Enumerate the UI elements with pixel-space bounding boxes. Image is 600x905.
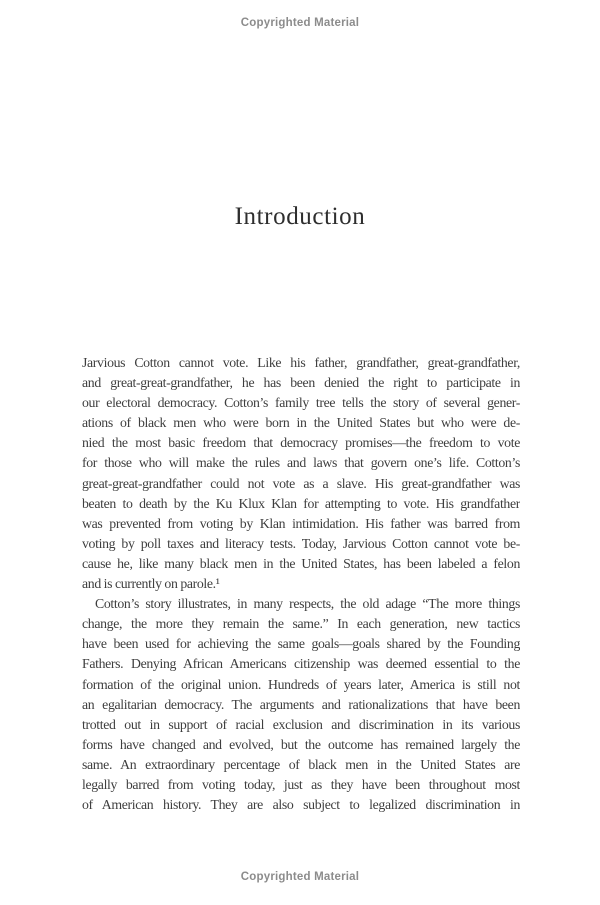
body-line: ations of black men who were born in the United States but who were de- xyxy=(82,415,520,431)
body-line: an egalitarian democracy. The arguments and rationalizations that have been xyxy=(82,696,520,712)
body-line: nied the most basic freedom that democracy promises—the freedom to vote xyxy=(82,435,520,451)
copyright-watermark-bottom: Copyrighted Material xyxy=(240,871,360,883)
body-line: have been used for achieving the same goals—goals shared by the Founding xyxy=(82,636,520,652)
body-line: change, the more they remain the same.” In each generation, new tactics xyxy=(82,616,520,632)
body-line: great-great-grandfather could not vote as a slave. His great-grandfather was xyxy=(82,475,520,491)
body-line: and great-great-grandfather, he has been denied the right to participate in xyxy=(82,375,520,391)
body-line: Jarvious Cotton cannot vote. Like his father, grandfather, great-grandfather, xyxy=(82,355,520,370)
body-line: formation of the original union. Hundreds of years later, America is still not xyxy=(82,676,520,692)
body-line: voting by poll taxes and literacy tests. Today, Jarvious Cotton cannot vote be- xyxy=(82,535,520,551)
body-line-paragraph-start: Cotton’s story illustrates, in many respects, the old adage “The more things xyxy=(95,596,520,612)
body-line: our electoral democracy. Cotton’s family tree tells the story of several gener- xyxy=(82,395,520,411)
body-line: forms have changed and evolved, but the outcome has remained largely the xyxy=(82,736,520,752)
body-line: cause he, like many black men in the United States, has been labeled a felon xyxy=(82,555,520,571)
body-line: beaten to death by the Ku Klux Klan for attempting to vote. His grandfather xyxy=(82,495,520,511)
body-line: same. An extraordinary percentage of black men in the United States are xyxy=(82,756,520,772)
body-line: legally barred from voting today, just as they have been throughout most xyxy=(82,776,520,792)
body-line: was prevented from voting by Klan intimidation. His father was barred from xyxy=(82,515,520,531)
body-line: trotted out in support of racial exclusion and discrimination in its various xyxy=(82,716,520,732)
body-line: Fathers. Denying African Americans citizenship was deemed essential to the xyxy=(82,656,520,672)
chapter-title: Introduction xyxy=(234,203,366,230)
body-line: for those who will make the rules and laws that govern one’s life. Cotton’s xyxy=(82,455,520,471)
body-text xyxy=(82,353,520,815)
body-line-with-footnote-marker: and is currently on parole.¹ xyxy=(82,576,220,592)
body-line: of American history. They are also subject to legalized discrimination in xyxy=(82,797,520,813)
copyright-watermark-top: Copyrighted Material xyxy=(240,17,360,29)
